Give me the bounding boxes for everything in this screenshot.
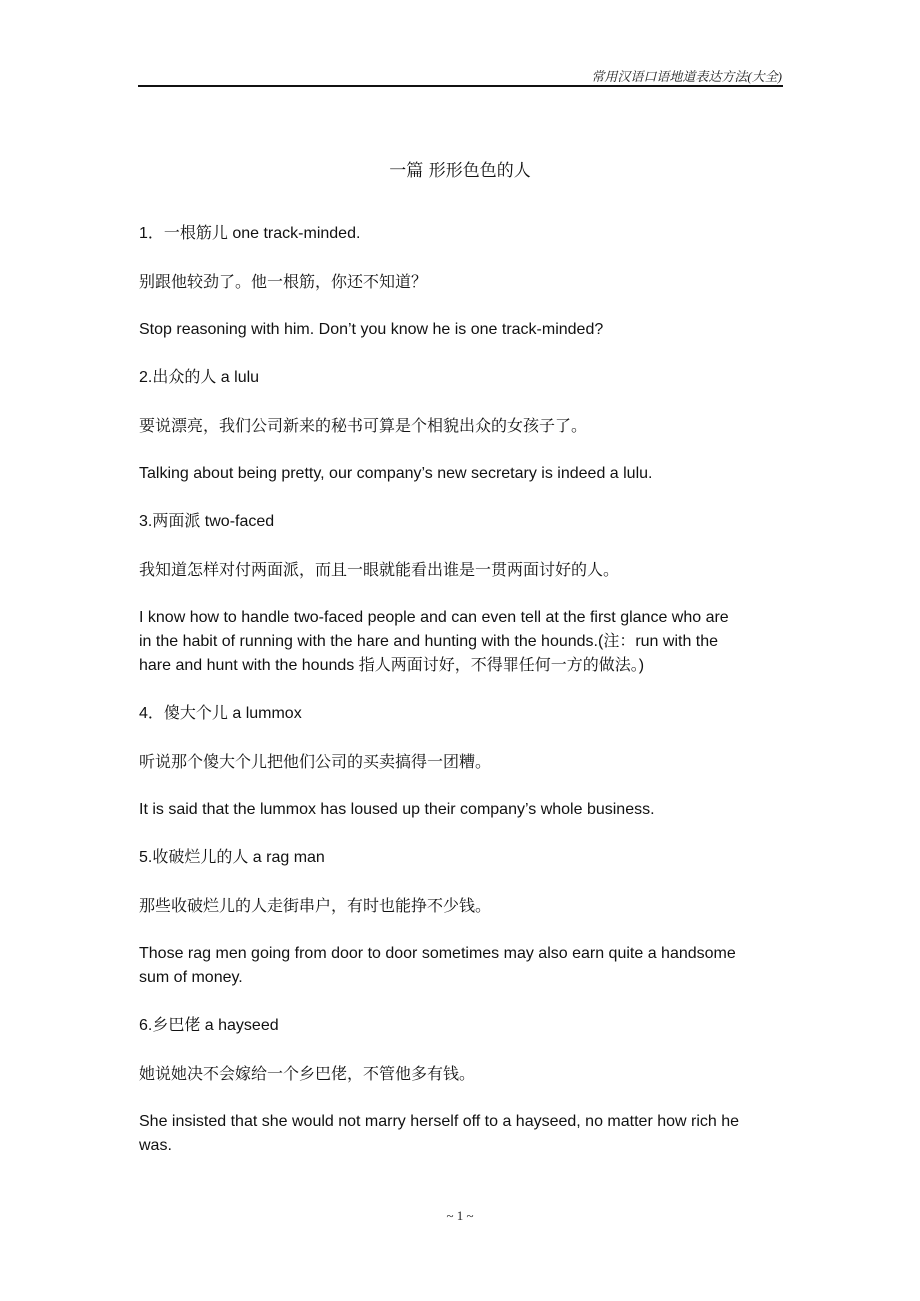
entry-2-english-example: Talking about being pretty, our company’s new secretary is indeed a lulu. bbox=[139, 465, 653, 482]
running-header: 常用汉语口语地道表达方法(大全) bbox=[591, 69, 782, 84]
entry-5-english-example-line-2: sum of money. bbox=[139, 969, 243, 986]
entry-4-heading: 4．傻大个儿 a lummox bbox=[139, 705, 302, 722]
entry-6-heading: 6.乡巴佬 a hayseed bbox=[139, 1017, 279, 1034]
entry-4-english-example: It is said that the lummox has loused up their company’s whole business. bbox=[139, 801, 655, 818]
entry-6-english-example-line-1: She insisted that she would not marry herself off to a hayseed, no matter how rich he bbox=[139, 1113, 740, 1130]
entry-5-chinese-example: 那些收破烂儿的人走街串户，有时也能挣不少钱。 bbox=[139, 896, 492, 915]
entry-4-chinese-example: 听说那个傻大个儿把他们公司的买卖搞得一团糟。 bbox=[139, 752, 492, 771]
page-title: 一篇 形形色色的人 bbox=[389, 161, 531, 181]
entry-6-chinese-example: 她说她决不会嫁给一个乡巴佬，不管他多有钱。 bbox=[139, 1064, 476, 1083]
entry-5-english-example-line-1: Those rag men going from door to door sometimes may also earn quite a handsome bbox=[139, 945, 736, 962]
entry-3-english-example-line-2: in the habit of running with the hare and hunting with the hounds.(注：run with the bbox=[139, 633, 719, 650]
entry-3-heading: 3.两面派 two-faced bbox=[139, 513, 275, 530]
entry-1-english-example: Stop reasoning with him. Don’t you know he is one track-minded? bbox=[139, 321, 604, 338]
entry-1-chinese-example: 别跟他较劲了。他一根筋，你还不知道？ bbox=[139, 272, 428, 291]
entry-3-english-example-line-1: I know how to handle two-faced people and can even tell at the first glance who are bbox=[139, 609, 729, 626]
entry-1-heading: 1．一根筋儿 one track-minded. bbox=[139, 225, 361, 242]
document-body bbox=[139, 222, 785, 1158]
entry-2-chinese-example: 要说漂亮，我们公司新来的秘书可算是个相貌出众的女孩子了。 bbox=[139, 416, 588, 435]
entry-2-heading: 2.出众的人 a lulu bbox=[139, 369, 260, 386]
entry-6-english-example-line-2: was. bbox=[139, 1137, 172, 1154]
entry-5-heading: 5.收破烂儿的人 a rag man bbox=[139, 849, 325, 866]
page-number: ~ 1 ~ bbox=[446, 1208, 474, 1223]
entry-3-english-example-line-3: hare and hunt with the hounds 指人两面讨好，不得罪任何一方的做法。) bbox=[139, 657, 645, 674]
entry-3-chinese-example: 我知道怎样对付两面派，而且一眼就能看出谁是一贯两面讨好的人。 bbox=[139, 560, 620, 579]
header-rule bbox=[138, 85, 783, 87]
